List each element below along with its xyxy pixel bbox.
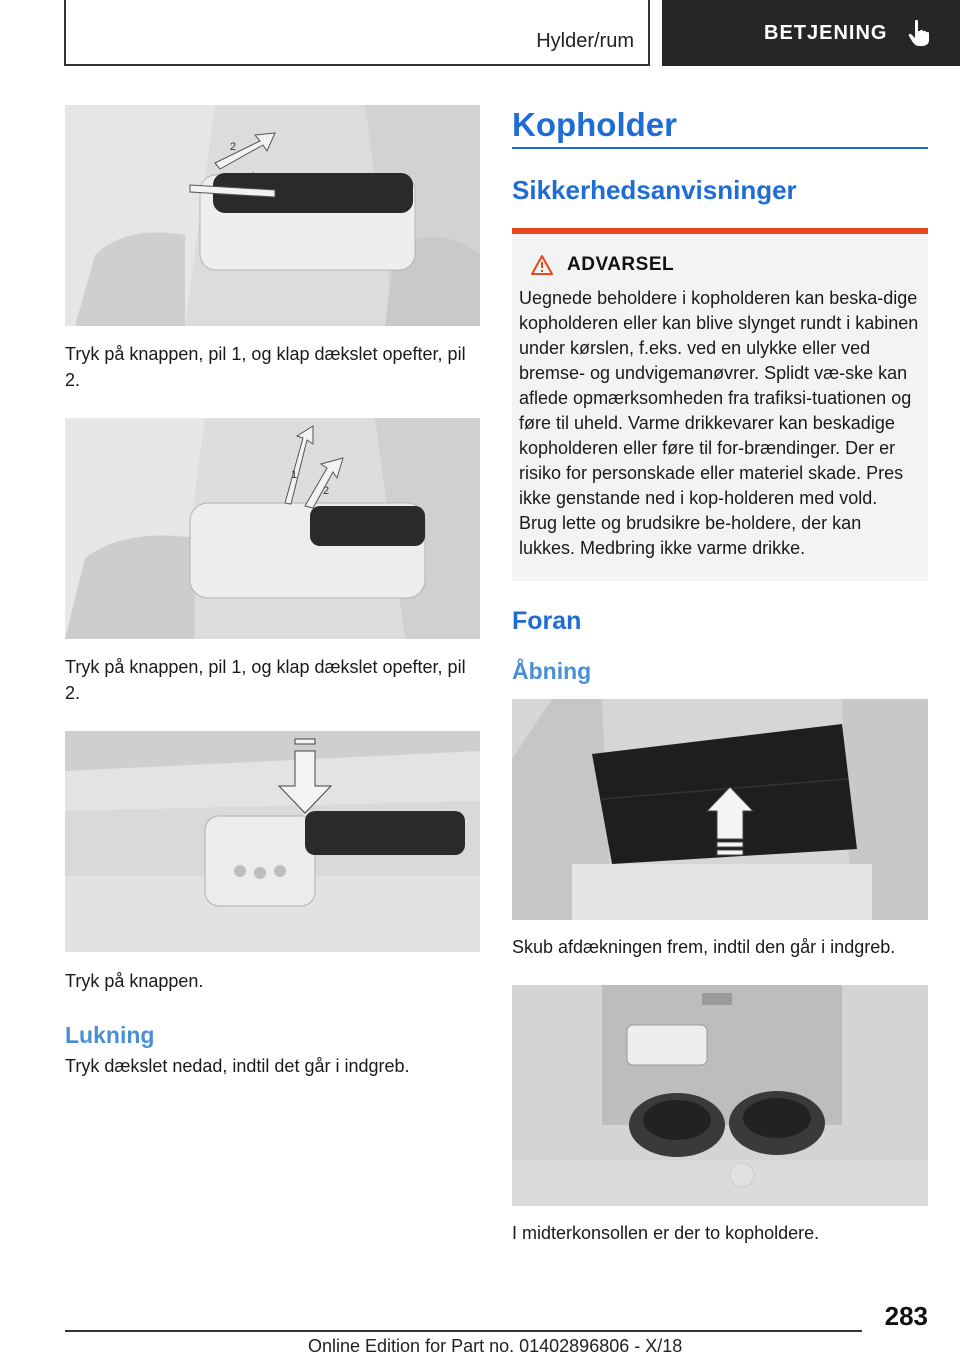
header-section-frame <box>64 0 650 66</box>
cupholders-illustration <box>512 985 928 1206</box>
cupholder-cover-photo <box>512 699 928 920</box>
footer-edition: Online Edition for Part no. 01402896806 - X/18 <box>308 1336 683 1356</box>
footer-rule <box>65 1330 862 1332</box>
cupholder-cover-illustration <box>512 699 928 920</box>
left-column <box>65 105 480 1079</box>
header-chapter-title: BETJENING <box>764 21 888 44</box>
closing-heading: Lukning <box>65 1022 155 1048</box>
armrest-photo-2 <box>65 418 480 639</box>
warning-header <box>531 254 920 276</box>
right-column <box>512 105 928 1246</box>
armrest-illustration-3 <box>65 731 480 952</box>
armrest-photo-1 <box>65 105 480 326</box>
opening-heading: Åbning <box>512 658 592 684</box>
cupholders-photo <box>512 985 928 1206</box>
page-number: 283 <box>884 1301 928 1331</box>
warning-box <box>512 228 928 581</box>
svg-text:1: 1 <box>291 469 298 481</box>
closing-text: Tryk dækslet nedad, indtil det går i indgreb. <box>65 1056 410 1076</box>
caption-armrest-3: Tryk på knappen. <box>65 971 204 991</box>
warning-label: ADVARSEL <box>567 254 675 275</box>
safety-heading: Sikkerhedsanvisninger <box>512 175 797 205</box>
warning-triangle-icon <box>531 255 553 275</box>
header-section-title: Hylder/rum <box>536 30 634 52</box>
header-chapter-tab <box>662 0 960 66</box>
page-header <box>0 0 960 66</box>
pointing-hand-icon <box>907 19 933 47</box>
caption-holders: I midterkonsollen er der to kopholdere. <box>512 1223 820 1243</box>
title-rule <box>512 147 928 149</box>
armrest-illustration-1 <box>65 105 480 326</box>
warning-text: Uegnede beholdere i kopholderen kan beska-dige kopholderen eller kan blive slynget rundt i kabinen under kørslen, f.eks. ved en ulykke eller ved bremse- og undvigemanøvrer. Splidt væ-ske kan aflede opmærksomheden fra trafiksi-tuationen og føre til uheld. Varme drikkevarer kan beskadige kopholderen eller føre til for-brændinger. Der er risiko for personskade eller materiel skade. Pres ikke genstande ned i kop-holderen med vold. Brug lette og brudsikre be-holdere, der kan lukkes. Medbring ikke varme drikke. <box>519 288 919 558</box>
svg-text:1: 1 <box>250 171 257 183</box>
caption-armrest-2: Tryk på knappen, pil 1, og klap dækslet opefter, pil 2. <box>65 657 466 703</box>
svg-text:2: 2 <box>230 141 237 153</box>
armrest-photo-3 <box>65 731 480 952</box>
caption-armrest-1: Tryk på knappen, pil 1, og klap dækslet opefter, pil 2. <box>65 344 466 390</box>
svg-text:2: 2 <box>323 485 330 497</box>
armrest-illustration-2 <box>65 418 480 639</box>
front-heading: Foran <box>512 607 582 635</box>
section-title: Kopholder <box>512 106 677 143</box>
caption-open: Skub afdækningen frem, indtil den går i indgreb. <box>512 937 896 957</box>
